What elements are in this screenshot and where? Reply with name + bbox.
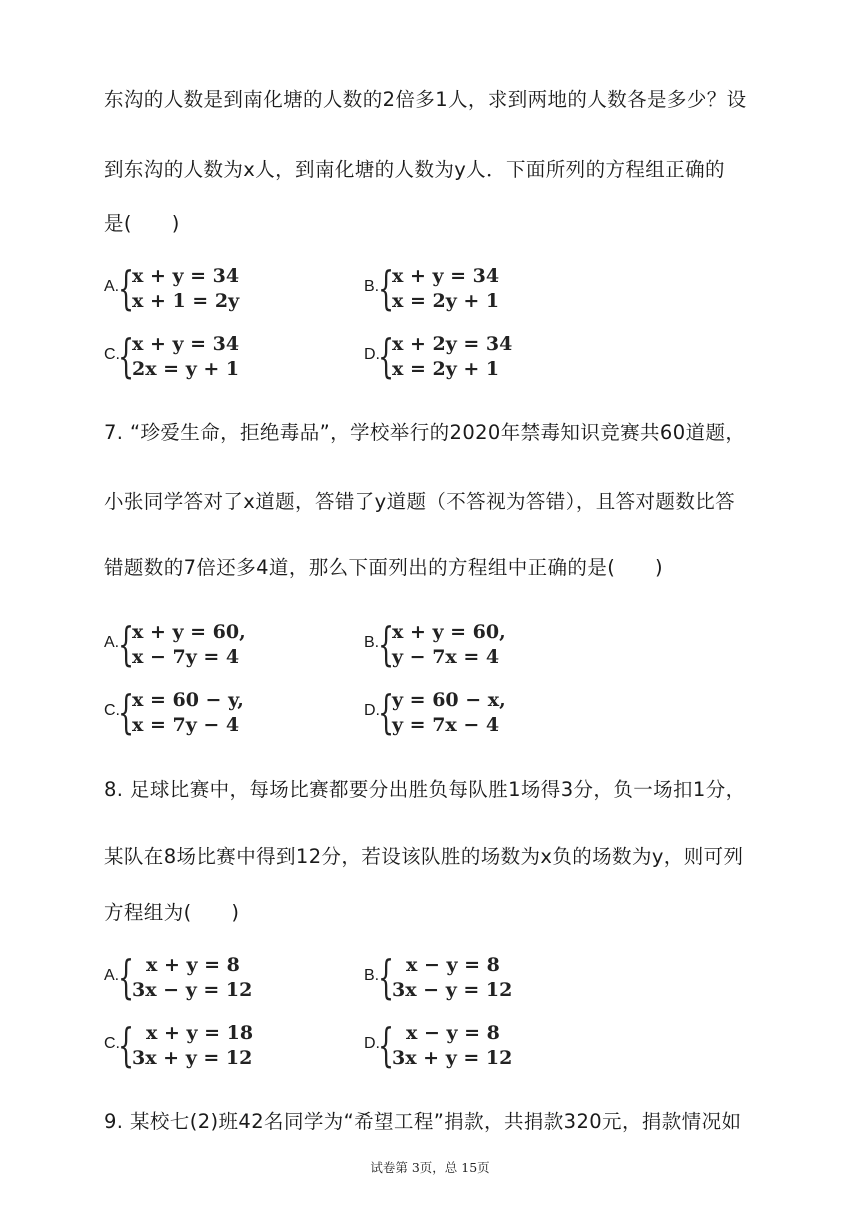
brace-icon: { — [118, 950, 135, 1004]
equation-2: x − 7y = 4 — [132, 646, 240, 668]
option-label: C. — [104, 1035, 120, 1052]
equation-2: 3x + y = 12 — [392, 1047, 513, 1069]
equation-2: x = 7y − 4 — [132, 714, 240, 736]
brace-icon: { — [378, 329, 395, 383]
q7-text-line-2: 小张同学答对了x道题，答错了y道题（不答视为答错），且答对题数比答 — [104, 490, 736, 513]
q8-text-line-1: 8. 足球比赛中，每场比赛都要分出胜负每队胜1场得3分，负一场扣1分， — [104, 778, 746, 801]
equation-1: x + y = 34 — [392, 265, 500, 287]
equation-1: x + y = 34 — [132, 265, 240, 287]
brace-icon: { — [118, 1018, 135, 1072]
brace-icon: { — [378, 261, 395, 315]
option-label: D. — [364, 702, 380, 719]
q6-text-line-3: 是( ) — [104, 212, 180, 235]
equation-2: 2x = y + 1 — [132, 358, 240, 380]
q9-text-line-1: 9. 某校七(2)班42名同学为“希望工程”捐款，共捐款320元，捐款情况如 — [104, 1110, 742, 1133]
brace-icon: { — [378, 685, 395, 739]
brace-icon: { — [118, 685, 135, 739]
option-label: A. — [104, 634, 120, 651]
equation-2: y − 7x = 4 — [392, 646, 500, 668]
q8-text-line-3: 方程组为( ) — [104, 901, 240, 924]
option-label: D. — [364, 346, 380, 363]
equation-1: x + y = 60, — [132, 621, 246, 643]
equation-1: x = 60 − y, — [132, 689, 244, 711]
brace-icon: { — [378, 1018, 395, 1072]
equation-1: y = 60 − x, — [392, 689, 506, 711]
q7-text-line-3: 错题数的7倍还多4道，那么下面列出的方程组中正确的是( ) — [104, 556, 664, 579]
brace-icon: { — [378, 617, 395, 671]
equation-2: 3x + y = 12 — [132, 1047, 253, 1069]
equation-1: x + 2y = 34 — [392, 333, 513, 355]
equation-2: 3x − y = 12 — [392, 979, 513, 1001]
equation-1: x + y = 34 — [132, 333, 240, 355]
option-label: B. — [364, 967, 380, 984]
option-label: A. — [104, 278, 120, 295]
equation-1: x − y = 8 — [406, 1022, 500, 1044]
q6-text-line-2: 到东沟的人数为x人，到南化塘的人数为y人．下面所列的方程组正确的 — [104, 158, 725, 181]
option-label: A. — [104, 967, 120, 984]
brace-icon: { — [378, 950, 395, 1004]
equation-2: x = 2y + 1 — [392, 358, 500, 380]
equation-1: x + y = 18 — [146, 1022, 254, 1044]
q8-text-line-2: 某队在8场比赛中得到12分，若设该队胜的场数为x负的场数为y，则可列 — [104, 845, 744, 868]
equation-2: y = 7x − 4 — [392, 714, 500, 736]
option-label: B. — [364, 278, 380, 295]
equation-2: x + 1 = 2y — [132, 290, 240, 312]
equation-1: x − y = 8 — [406, 954, 500, 976]
q7-text-line-1: 7. “珍爱生命，拒绝毒品”，学校举行的2020年禁毒知识竞赛共60道题， — [104, 421, 746, 444]
brace-icon: { — [118, 617, 135, 671]
q6-text-line-1: 东沟的人数是到南化塘的人数的2倍多1人，求到两地的人数各是多少？设 — [104, 88, 747, 111]
option-label: D. — [364, 1035, 380, 1052]
option-label: C. — [104, 702, 120, 719]
equation-1: x + y = 60, — [392, 621, 506, 643]
page-footer: 试卷第 3页，总 15页 — [370, 1160, 490, 1175]
equation-2: x = 2y + 1 — [392, 290, 500, 312]
brace-icon: { — [118, 329, 135, 383]
equation-2: 3x − y = 12 — [132, 979, 253, 1001]
option-label: B. — [364, 634, 380, 651]
equation-1: x + y = 8 — [146, 954, 240, 976]
option-label: C. — [104, 346, 120, 363]
brace-icon: { — [118, 261, 135, 315]
